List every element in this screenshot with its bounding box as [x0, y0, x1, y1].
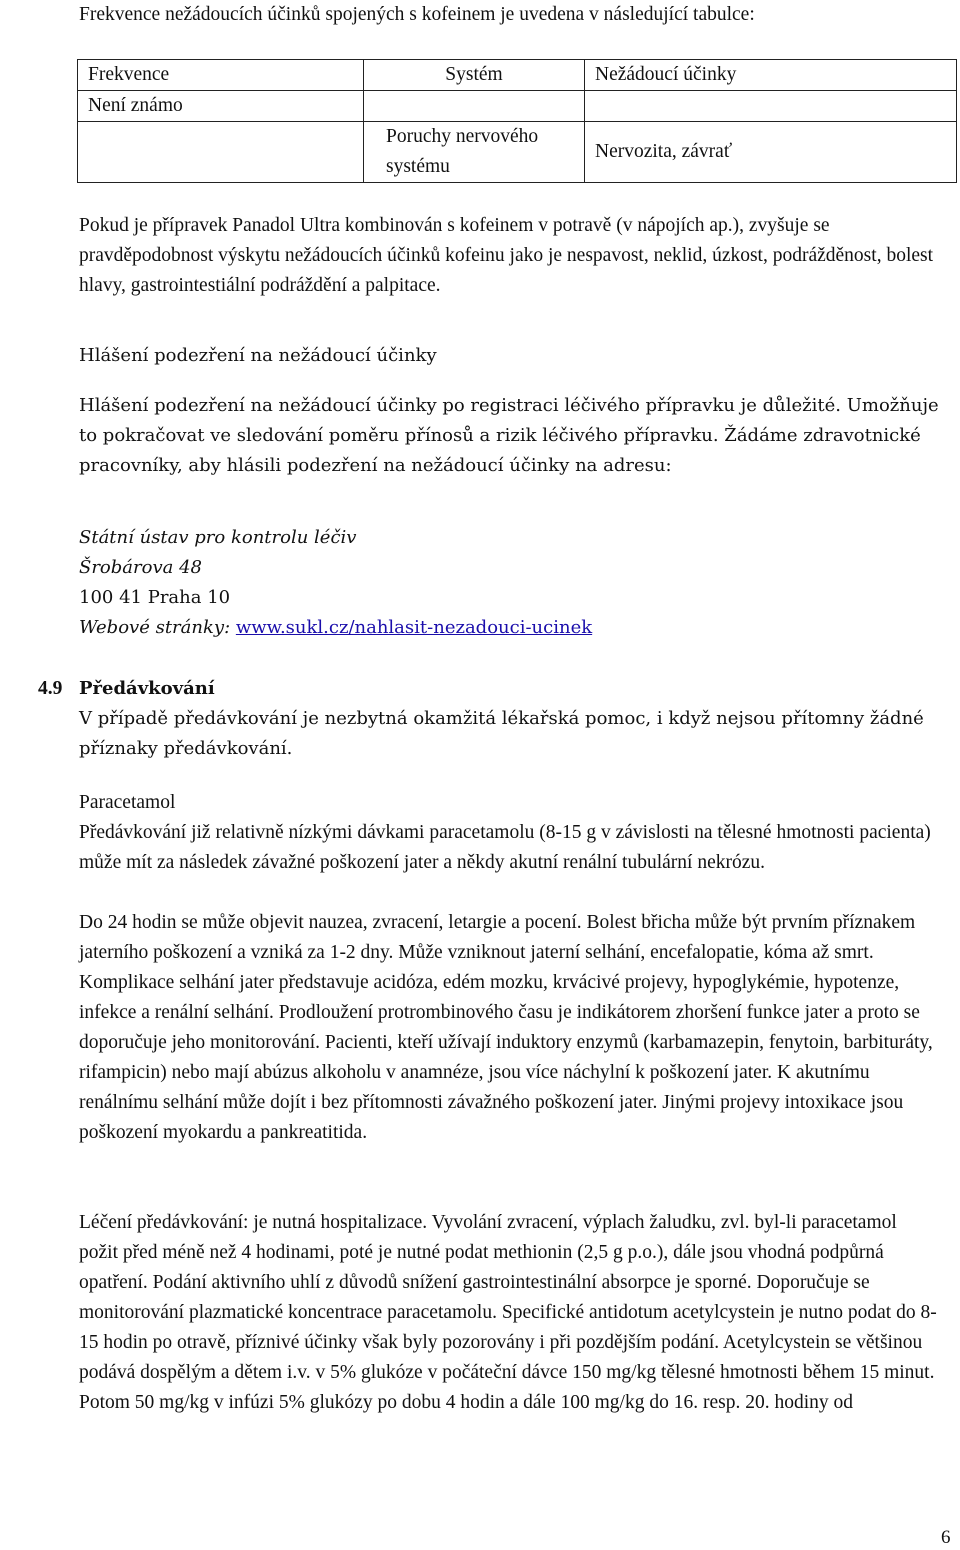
web-line	[79, 613, 939, 643]
frequency-table	[77, 59, 957, 183]
address-street: Šrobárova 48	[79, 557, 202, 578]
paracetamol-p2: Do 24 hodin se může objevit nauzea, zvracení, letargie a pocení. Bolest břicha může být prvním příznakem jaterního poškození a vzniká za 1-2 dny. Může vzniknout jaterní selhání, encefalopatie, kóma až smrt. Komplikace selhání jater představuje acidóza, edém mozku, krvácivé projevy, hypoglykémie, hypotenze, infekce a renální selhání. Prodloužení protrombinového času je indikátorem zhoršení funkce jater a proto se doporučuje jeho monitorování. Pacienti, kteří užívají induktory enzymů (karbamazepin, fenytoin, barbituráty, rifampicin) nebo mají abúzus alkoholu v anamnéze, jsou více náchylní k poškození jater. K akutnímu renálnímu selhání může dojít i bez přítomnosti závažného poškození jater. Jinými projevy intoxikace jsou poškození myokardu a pankreatitida.	[79, 912, 933, 1143]
header-effects: Nežádoucí účinky	[585, 60, 957, 91]
table-cell	[364, 91, 585, 122]
header-frequency: Frekvence	[78, 60, 364, 91]
table-header-row	[78, 60, 957, 91]
address-city: 100 41 Praha 10	[79, 587, 231, 608]
intro-text: Frekvence nežádoucích účinků spojených s kofeinem je uvedena v následující tabulce:	[79, 4, 755, 25]
paracetamol-heading: Paracetamol	[79, 792, 176, 813]
paracetamol-p1: Předávkování již relativně nízkými dávkami paracetamolu (8-15 g v závislosti na tělesné hmotnosti pacienta) může mít za následek závažné poškození jater a někdy akutní renální tubulární nekrózu.	[79, 822, 931, 873]
header-system: Systém	[364, 60, 585, 91]
table-row	[78, 91, 957, 122]
table-cell	[585, 91, 957, 122]
section-number: 4.9	[38, 678, 63, 699]
table-cell: Poruchy nervového systému	[364, 122, 585, 183]
paracetamol-p3: Léčení předávkování: je nutná hospitalizace. Vyvolání zvracení, výplach žaludku, zvl. byl-li paracetamol požit před méně než 4 hodinami, poté je nutné podat methionin (2,5 g p.o.), dále jsou vhodná podpůrná opatření. Podání aktivního uhlí z důvodů snížení gastrointestinální absorpce je sporné. Doporučuje se monitorování plazmatické koncentrace paracetamolu. Specifické antidotum acetylcystein je nutno podat do 8-15 hodin po otravě, příznivé účinky však byly pozorovány i při pozdějším podání. Acetylcystein se většinou podává dospělým a dětem i.v. v 5% glukóze v počáteční dávce 150 mg/kg tělesné hmotnosti během 15 minut. Potom 50 mg/kg v infúzi 5% glukózy po dobu 4 hodin a dále 100 mg/kg do 16. resp. 20. hodiny od	[79, 1212, 937, 1413]
reporting-heading: Hlášení podezření na nežádoucí účinky	[79, 345, 437, 366]
address-name: Státní ústav pro kontrolu léčiv	[79, 527, 357, 548]
table-cell	[78, 122, 364, 183]
reporting-body: Hlášení podezření na nežádoucí účinky po registraci léčivého přípravku je důležité. Umožňuje to pokračovat ve sledování poměru přínosů a rizik léčivého přípravku. Žádáme zdravotnické pracovníky, aby hlásili podezření na nežádoucí účinky na adresu:	[79, 395, 939, 476]
web-label: Webové stránky:	[79, 617, 236, 638]
table-cell: Není známo	[78, 91, 364, 122]
section-body: V případě předávkování je nezbytná okamžitá lékařská pomoc, i když nejsou přítomny žádné příznaky předávkování.	[79, 708, 924, 759]
page-number: 6	[941, 1527, 951, 1548]
sukl-link[interactable]: www.sukl.cz/nahlasit-nezadouci-ucinek	[235, 617, 593, 638]
caffeine-paragraph: Pokud je přípravek Panadol Ultra kombinován s kofeinem v potravě (v nápojích ap.), zvyšuje se pravděpodobnost výskytu nežádoucích účinků kofeinu jako je nespavost, neklid, úzkost, podrážděnost, bolest hlavy, gastrointestiální podráždění a palpitace.	[79, 215, 934, 296]
table-cell: Nervozita, závrať	[585, 122, 957, 183]
table-row	[78, 122, 957, 183]
section-title: Předávkování	[79, 678, 215, 699]
